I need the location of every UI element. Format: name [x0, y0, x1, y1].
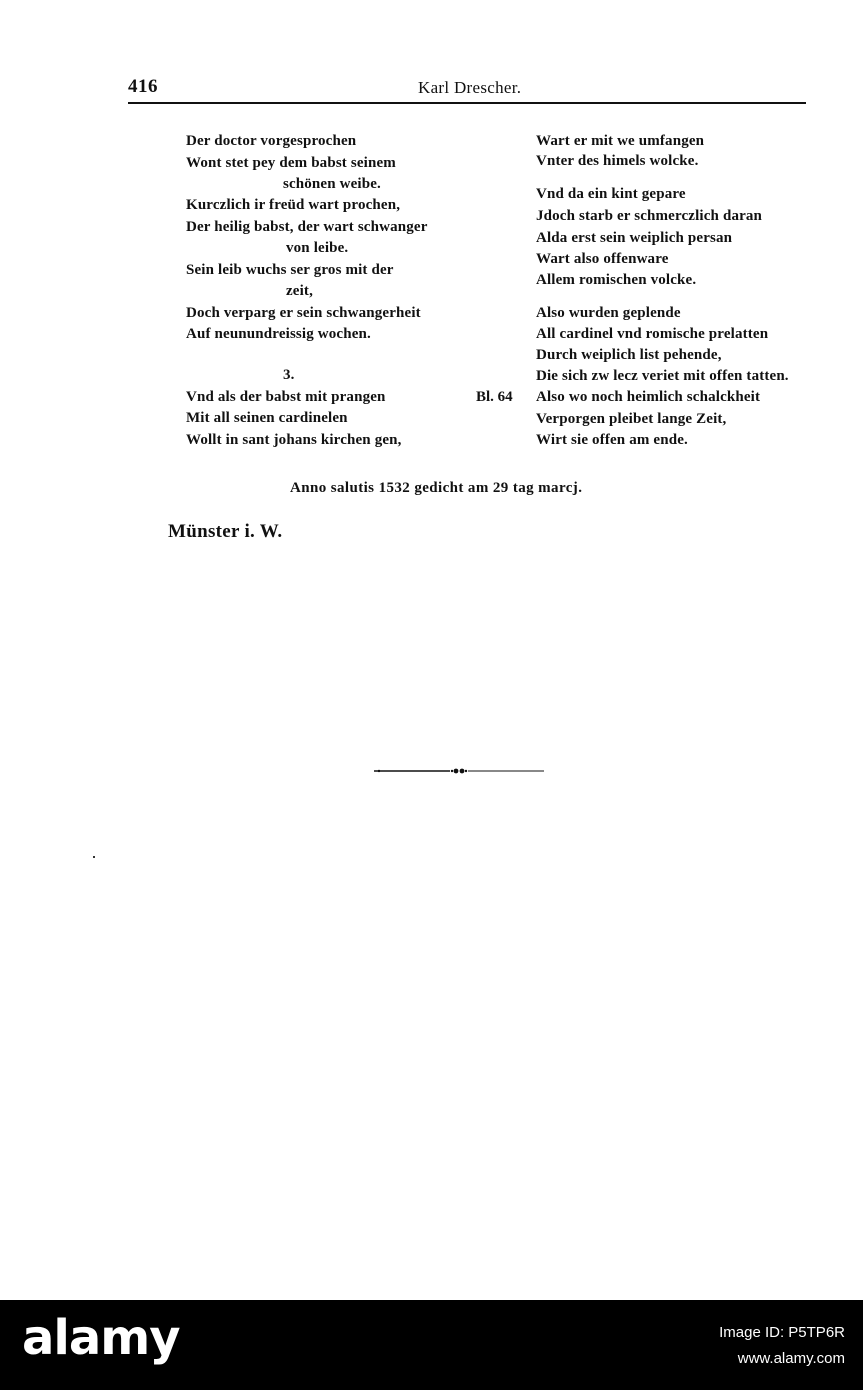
poem-line: Durch weiplich list pehende, [536, 347, 722, 363]
image-id-label: Image ID: P5TP6R [719, 1324, 845, 1341]
poem-line: von leibe. [286, 240, 349, 256]
poem-line: Vnd als der babst mit prangen [186, 389, 386, 405]
poem-line: zeit, [286, 283, 313, 299]
poem-line: Verporgen pleibet lange Zeit, [536, 411, 727, 427]
site-url: www.alamy.com [737, 1350, 845, 1367]
poem-line: Vnter des himels wolcke. [536, 153, 699, 169]
poem-line: Kurczlich ir freüd wart prochen, [186, 197, 401, 213]
poem-line: Wont stet pey dem babst seinem [186, 155, 396, 171]
header-rule [128, 102, 806, 104]
poem-line: Mit all seinen cardinelen [186, 410, 348, 426]
poem-line: Wart er mit we umfangen [536, 133, 705, 149]
poem-line: Der heilig babst, der wart schwanger [186, 219, 428, 235]
poem-line: Wirt sie offen am ende. [536, 432, 688, 448]
brand-logo: alamy [22, 1310, 180, 1366]
poem-line: Wart also offenware [536, 251, 669, 267]
poem-line: Doch verparg er sein schwangerheit [186, 305, 421, 321]
colophon: Anno salutis 1532 gedicht am 29 tag marcj. [290, 480, 583, 496]
poem-line: Sein leib wuchs ser gros mit der [186, 262, 394, 278]
poem-line: Der doctor vorgesprochen [186, 133, 357, 149]
watermark-banner [0, 1300, 863, 1390]
poem-line: schönen weibe. [283, 176, 381, 192]
poem-line: Allem romischen volcke. [536, 272, 697, 288]
poem-line: Auf neunundreissig wochen. [186, 326, 371, 342]
stanza-number: 3. [283, 367, 295, 383]
poem-line: Vnd da ein kint gepare [536, 186, 686, 202]
place-signature: Münster i. W. [168, 521, 283, 542]
folio-marginal-note: Bl. 64 [476, 389, 513, 405]
poem-line: Wollt in sant johans kirchen gen, [186, 432, 402, 448]
poem-line: Also wo noch heimlich schalckheit [536, 389, 761, 405]
poem-line: Alda erst sein weiplich persan [536, 230, 733, 246]
poem-line: Also wurden geplende [536, 305, 681, 321]
end-ornament [372, 764, 546, 778]
poem-line: All cardinel vnd romische prelatten [536, 326, 769, 342]
poem-line: Jdoch starb er schmerczlich daran [536, 208, 763, 224]
speck [93, 856, 95, 858]
running-title: Karl Drescher. [418, 78, 522, 97]
page-number: 416 [128, 76, 158, 97]
poem-line: Die sich zw lecz veriet mit offen tatten. [536, 368, 789, 384]
